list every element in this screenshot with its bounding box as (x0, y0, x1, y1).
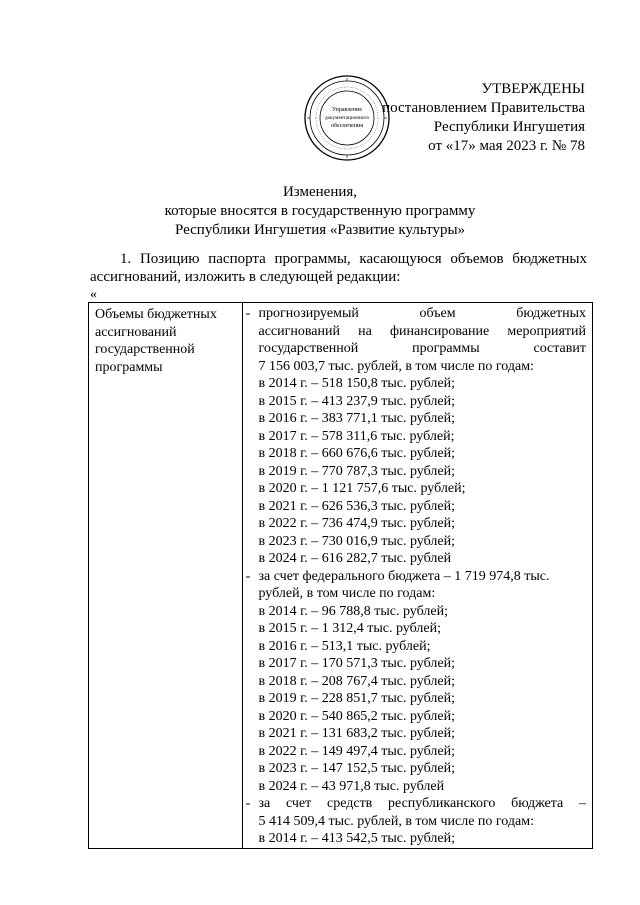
republic-funding-block (258, 795, 586, 848)
dash-marker: - (245, 568, 251, 584)
year-amount-line: в 2014 г. – 96 788,8 тыс. рублей; (258, 603, 448, 619)
document-heading (0, 183, 640, 240)
year-amount-line: в 2021 г. – 626 536,3 тыс. рублей; (258, 498, 455, 514)
text-line: за счет средств республиканского бюджета – (258, 796, 586, 811)
svg-text:обеспечения: обеспечения (330, 123, 364, 129)
year-amount-line: в 2020 г. – 540 865,2 тыс. рублей; (258, 708, 455, 724)
federal-funding-block (258, 568, 586, 796)
text-line: государственной программы составит (258, 341, 586, 356)
year-amount-line: в 2014 г. – 518 150,8 тыс. рублей; (258, 376, 455, 391)
heading-line: Республики Ингушетия «Развитие культуры» (174, 222, 466, 238)
total-funding-block (258, 305, 586, 568)
year-amount-line: в 2018 г. – 208 767,4 тыс. рублей; (258, 673, 455, 689)
year-amount-line: в 2016 г. – 513,1 тыс. рублей; (258, 638, 431, 654)
year-amount-line: в 2014 г. – 413 542,5 тыс. рублей; (258, 831, 455, 846)
year-amount-line: в 2020 г. – 1 121 757,6 тыс. рублей; (258, 481, 466, 496)
year-amount-line: в 2016 г. – 383 771,1 тыс. рублей; (258, 411, 455, 426)
dash-marker: - (245, 306, 251, 321)
passport-table (88, 302, 593, 849)
year-amount-line: в 2017 г. – 578 311,6 тыс. рублей; (258, 428, 455, 444)
year-amount-line: в 2022 г. – 736 474,9 тыс. рублей; (258, 516, 455, 531)
year-amount-line: в 2022 г. – 149 497,4 тыс. рублей; (258, 743, 455, 759)
year-amount-line: в 2019 г. – 770 787,3 тыс. рублей; (258, 463, 455, 479)
text-line: рублей, в том числе по годам: (258, 586, 436, 601)
year-amount-line: в 2023 г. – 730 016,9 тыс. рублей; (258, 533, 455, 549)
budget-label-cell: Объемы бюджетных ассигнований государственной программы (89, 303, 243, 849)
year-amount-line: в 2024 г. – 43 971,8 тыс. рублей (258, 778, 445, 794)
seal-stamp (302, 73, 392, 163)
text-line: 5 414 509,4 тыс. рублей, в том числе по годам: (258, 813, 534, 829)
approval-line: Республики Ингушетия (433, 119, 585, 135)
text-line: ассигнований на финансирование мероприятий (258, 323, 586, 339)
text-line: прогнозируемый объем бюджетных (258, 306, 586, 321)
opening-quote: « (90, 287, 97, 302)
svg-text:документационного: документационного (324, 115, 370, 121)
heading-line: Изменения, (282, 184, 358, 200)
dash-column (243, 303, 253, 849)
dash-marker: - (245, 796, 251, 811)
table-row (89, 303, 593, 849)
year-amount-line: в 2023 г. – 147 152,5 тыс. рублей; (258, 761, 455, 776)
year-amount-line: в 2017 г. – 170 571,3 тыс. рублей; (258, 656, 455, 671)
total-line: 7 156 003,7 тыс. рублей, в том числе по годам: (258, 358, 534, 374)
approval-block (382, 80, 585, 156)
year-amount-line: в 2019 г. – 228 851,7 тыс. рублей; (258, 691, 455, 706)
year-amount-line: в 2015 г. – 413 237,9 тыс. рублей; (258, 393, 455, 409)
year-amount-line: в 2015 г. – 1 312,4 тыс. рублей; (258, 621, 441, 636)
year-amount-line: в 2021 г. – 131 683,2 тыс. рублей; (258, 726, 455, 741)
year-amount-line: в 2018 г. – 660 676,6 тыс. рублей; (258, 446, 455, 461)
heading-line: которые вносятся в государственную программу (164, 203, 476, 219)
approval-line: постановлением Правительства (382, 100, 585, 116)
svg-text:Управление: Управление (331, 107, 363, 113)
year-amount-line: в 2024 г. – 616 282,7 тыс. рублей (258, 551, 452, 566)
instruction-paragraph: 1. Позицию паспорта программы, касающуюся объемов бюджетных ассигнований, изложить в следующей редакции: (90, 251, 587, 285)
approval-title: УТВЕРЖДЕНЫ (481, 81, 585, 97)
approval-date: от «17» мая 2023 г. № 78 (428, 138, 585, 154)
text-line: за счет федерального бюджета – 1 719 974,8 тыс. (258, 568, 550, 584)
budget-values-cell (252, 303, 592, 849)
